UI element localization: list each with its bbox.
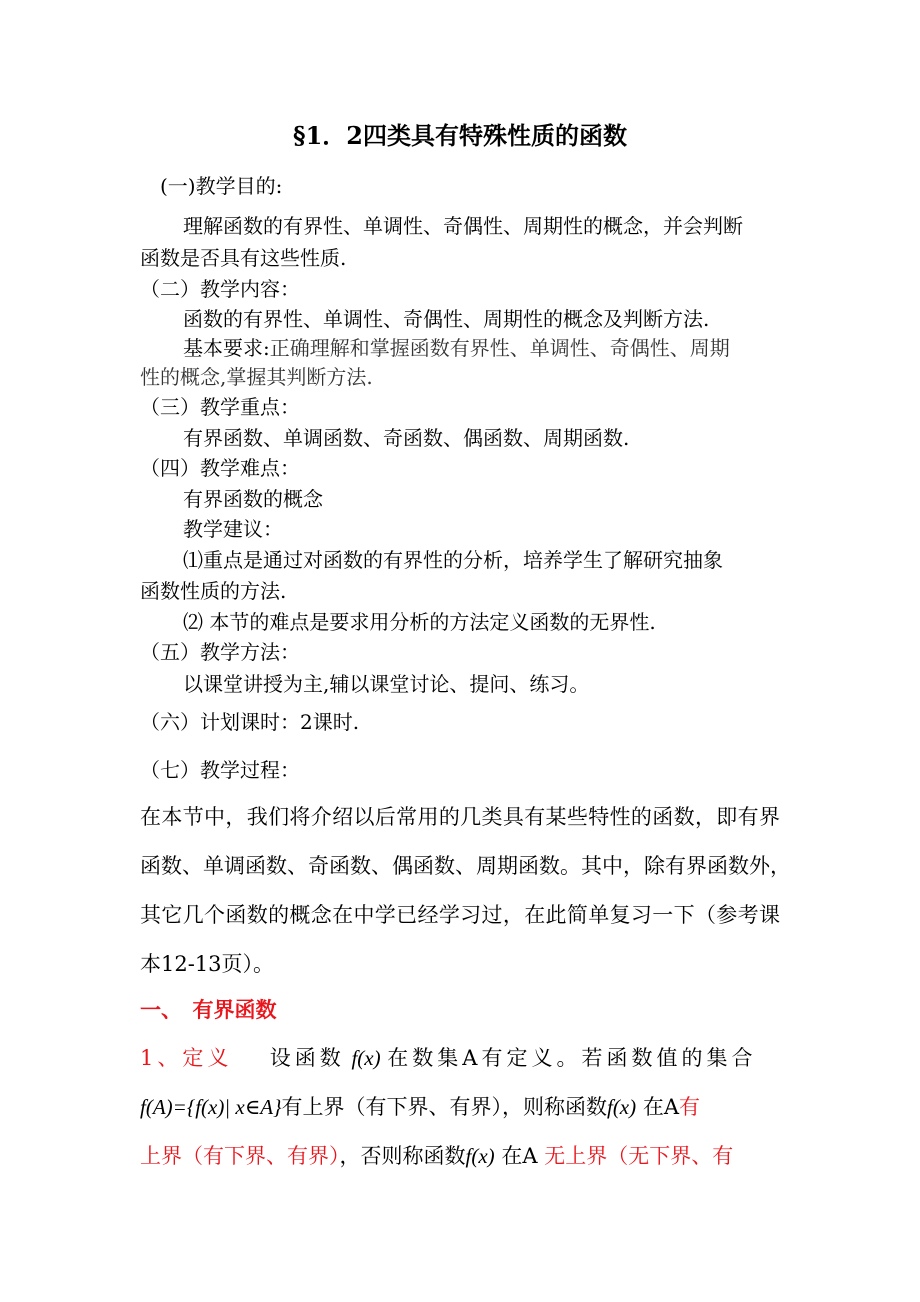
section-6-text: （六）计划课时：2课时. (140, 710, 360, 734)
section-1-heading: (一)教学目的: (160, 174, 283, 198)
suggestion-1: ⑴重点是通过对函数的有界性的分析，培养学生了解研究抽象 (183, 548, 723, 572)
function-value-set: f(A)={f(x)| x∈A} (140, 1095, 282, 1119)
section-2-heading: （二）教学内容： (140, 277, 300, 301)
suggestion-2: ⑵ 本节的难点是要求用分析的方法定义函数的无界性. (183, 610, 656, 634)
section-3-text: 有界函数、单调函数、奇函数、偶函数、周期函数. (183, 426, 630, 450)
section-1-text: 理解函数的有界性、单调性、奇偶性、周期性的概念，并会判断 (183, 214, 743, 238)
teaching-suggestion-label: 教学建议： (183, 517, 283, 541)
page-title: §1．2四类具有特殊性质的函数 (293, 121, 627, 150)
part-1-heading: 一、 有界函数 (140, 997, 277, 1022)
requirement-text: 正确理解和掌握函数有界性、单调性、奇偶性、周期 (269, 336, 730, 360)
intro-paragraph-line: 函数、单调函数、奇函数、偶函数、周期函数。其中，除有界函数外， (140, 854, 791, 878)
section-4-heading: （四）教学难点： (140, 456, 300, 480)
definition-text: 在数集A有定义。若函数值的集合 (387, 1046, 757, 1070)
intro-paragraph-line: 在本节中，我们将介绍以后常用的几类具有某些特性的函数，即有界 (140, 805, 780, 829)
requirement-label: 基本要求: (183, 336, 270, 360)
section-2-requirement-cont: 性的概念,掌握其判断方法. (140, 365, 373, 389)
function-symbol: f(x) (351, 1046, 381, 1070)
definition-text: 在A (642, 1095, 679, 1119)
definition-label: 1、定义 (140, 1046, 233, 1070)
definition-line-3 (140, 1144, 733, 1168)
intro-paragraph-line: 其它几个函数的概念在中学已经学习过，在此简单复习一下（参考课 (140, 903, 780, 927)
section-5-heading: （五）教学方法： (140, 640, 300, 664)
intro-paragraph-line: 本12-13页）。 (140, 952, 275, 976)
definition-text: 设函数 (269, 1046, 345, 1070)
definition-highlight: 有 (679, 1095, 700, 1119)
section-2-text: 函数的有界性、单调性、奇偶性、周期性的概念及判断方法. (183, 307, 710, 331)
section-4-text: 有界函数的概念 (183, 487, 323, 511)
definition-highlight: 无上界（无下界、有 (544, 1144, 734, 1168)
definition-text: 有上界（有下界、有界），则称函数 (281, 1095, 607, 1119)
section-2-requirement (183, 336, 730, 360)
function-symbol: f(x) (606, 1095, 637, 1119)
definition-highlight: 上界（有下界、有界） (140, 1144, 340, 1168)
function-symbol: f(x) (465, 1144, 495, 1168)
definition-text: 在A (501, 1144, 538, 1168)
definition-line-1 (140, 1046, 780, 1070)
definition-text: ，否则称函数 (339, 1144, 466, 1168)
suggestion-1-cont: 函数性质的方法. (140, 579, 287, 603)
section-3-heading: （三）教学重点： (140, 395, 300, 419)
section-5-text: 以课堂讲授为主,辅以课堂讨论、提问、练习。 (183, 672, 590, 696)
section-1-text: 函数是否具有这些性质. (140, 246, 347, 270)
definition-line-2 (140, 1095, 700, 1119)
section-7-heading: （七）教学过程： (140, 758, 300, 782)
